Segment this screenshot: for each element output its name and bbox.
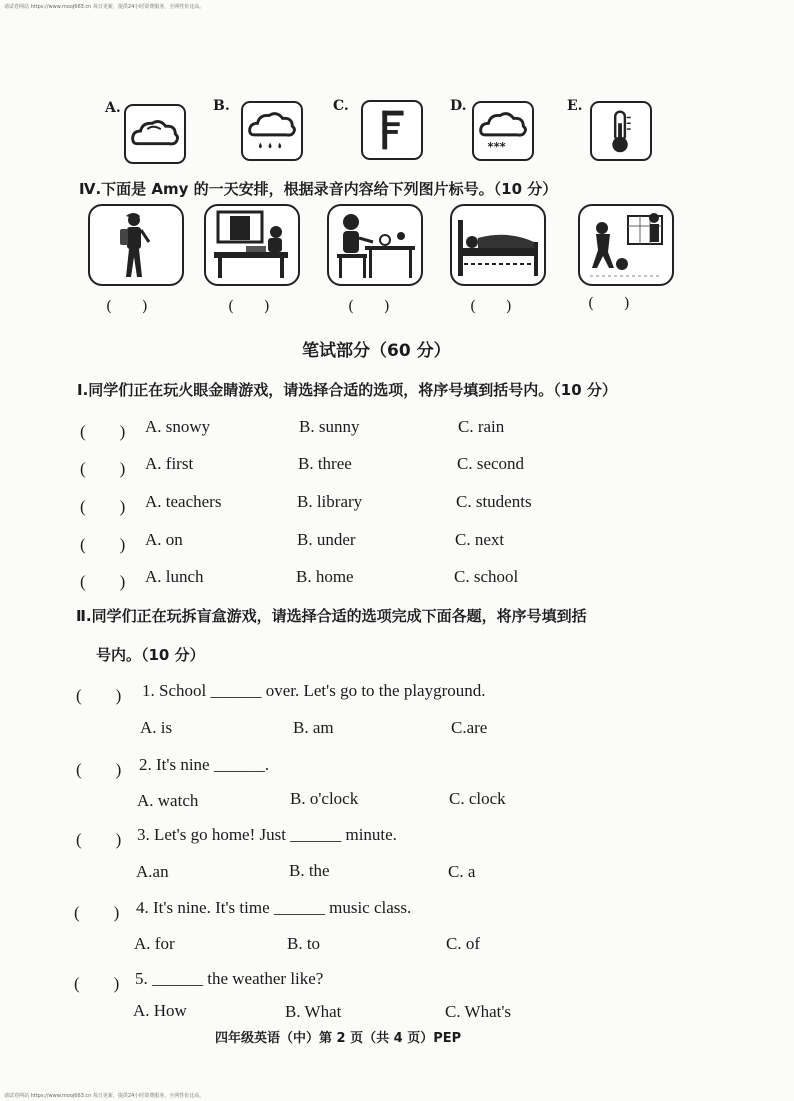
section2-title-line1: Ⅱ.同学们正在玩拆盲盒游戏，请选择合适的选项完成下面各题，将序号填到括 (76, 607, 587, 625)
option-b: B. to (287, 934, 321, 953)
option-letter-c: C. (333, 98, 349, 114)
section2-title-line2: 号内。（10 分） (96, 646, 205, 664)
question-text: 4. It's nine. It's time ______ music class. (136, 898, 412, 917)
option-b: B. library (297, 492, 363, 511)
fahrenheit-icon (361, 100, 423, 160)
option-a: A. watch (137, 791, 199, 810)
page-footer: 四年级英语（中）第 2 页（共 4 页）PEP (215, 1031, 462, 1046)
option-c: C. next (455, 530, 505, 549)
option-c: C. students (456, 492, 532, 511)
snowy-icon (472, 101, 534, 161)
option-c: C. of (446, 934, 480, 953)
question-text: 5. ______ the weather like? (135, 969, 324, 988)
answer-paren[interactable]: ( ) (80, 572, 126, 591)
answer-paren[interactable]: ( ) (588, 294, 630, 312)
option-c: C. What's (445, 1002, 512, 1021)
option-a: A. teachers (145, 492, 222, 511)
question-text: 3. Let's go home! Just ______ minute. (137, 825, 397, 844)
option-c: C. rain (458, 417, 505, 436)
option-a: A. snowy (145, 417, 211, 436)
option-letter-a: A. (105, 100, 121, 116)
answer-paren[interactable]: ( ) (106, 297, 148, 315)
answer-paren[interactable]: ( ) (74, 903, 120, 922)
answer-paren[interactable]: ( ) (80, 497, 126, 516)
rainy-icon (241, 101, 303, 161)
option-c: C.are (451, 718, 488, 737)
answer-paren[interactable]: ( ) (76, 686, 122, 705)
answer-paren[interactable]: ( ) (228, 297, 270, 315)
option-a: A.an (136, 862, 169, 881)
sleeping-picture (450, 204, 546, 286)
option-b: B. under (297, 530, 356, 549)
answer-paren[interactable]: ( ) (470, 297, 512, 315)
option-a: A. for (134, 934, 175, 953)
option-letter-d: D. (450, 98, 467, 114)
question-text: 2. It's nine ______. (139, 755, 270, 774)
answer-paren[interactable]: ( ) (348, 297, 390, 315)
answer-paren[interactable]: ( ) (80, 422, 126, 441)
option-a: A. first (145, 454, 194, 473)
eating-dinner-picture (327, 204, 423, 286)
option-b: B. three (298, 454, 352, 473)
cloudy-icon (124, 104, 186, 164)
option-b: B. home (296, 567, 354, 586)
option-letter-e: E. (567, 98, 583, 114)
thermometer-icon (590, 101, 652, 161)
playing-football-picture (578, 204, 674, 286)
option-b: B. o'clock (290, 789, 359, 808)
option-a: A. How (133, 1001, 187, 1020)
option-c: C. a (448, 862, 476, 881)
option-letter-b: B. (213, 98, 230, 114)
option-c: C. second (457, 454, 525, 473)
option-b: B. the (289, 861, 330, 880)
section1-title: Ⅰ.同学们正在玩火眼金睛游戏，请选择合适的选项，将序号填到括号内。（10 分） (77, 381, 617, 399)
question-text: 1. School ______ over. Let's go to the playground. (142, 681, 486, 700)
answer-paren[interactable]: ( ) (74, 974, 120, 993)
option-b: B. What (285, 1002, 342, 1021)
option-a: A. lunch (145, 567, 204, 586)
option-a: A. is (140, 718, 173, 737)
option-c: C. school (454, 567, 519, 586)
option-c: C. clock (449, 789, 506, 808)
header-watermark: 请试卷网站 https://www.mooj663.cn 每日更新，提供24小时资费服务，全网性价比高。 (4, 4, 205, 10)
option-b: B. sunny (299, 417, 360, 436)
option-a: A. on (145, 530, 183, 549)
doing-homework-picture (204, 204, 300, 286)
answer-paren[interactable]: ( ) (80, 459, 126, 478)
answer-paren[interactable]: ( ) (76, 830, 122, 849)
part4-title: Ⅳ.下面是 Amy 的一天安排，根据录音内容给下列图片标号。（10 分） (79, 180, 558, 198)
written-part-title: 笔试部分（60 分） (302, 341, 451, 361)
answer-paren[interactable]: ( ) (76, 760, 122, 779)
answer-paren[interactable]: ( ) (80, 535, 126, 554)
walking-to-school-picture (88, 204, 184, 286)
svg-text:***: *** (487, 139, 506, 154)
footer-watermark: 请试卷网站 https://www.mooj663.cn 每日更新，提供24小时资费服务，全网性价比高。 (4, 1093, 205, 1099)
option-b: B. am (293, 718, 334, 737)
